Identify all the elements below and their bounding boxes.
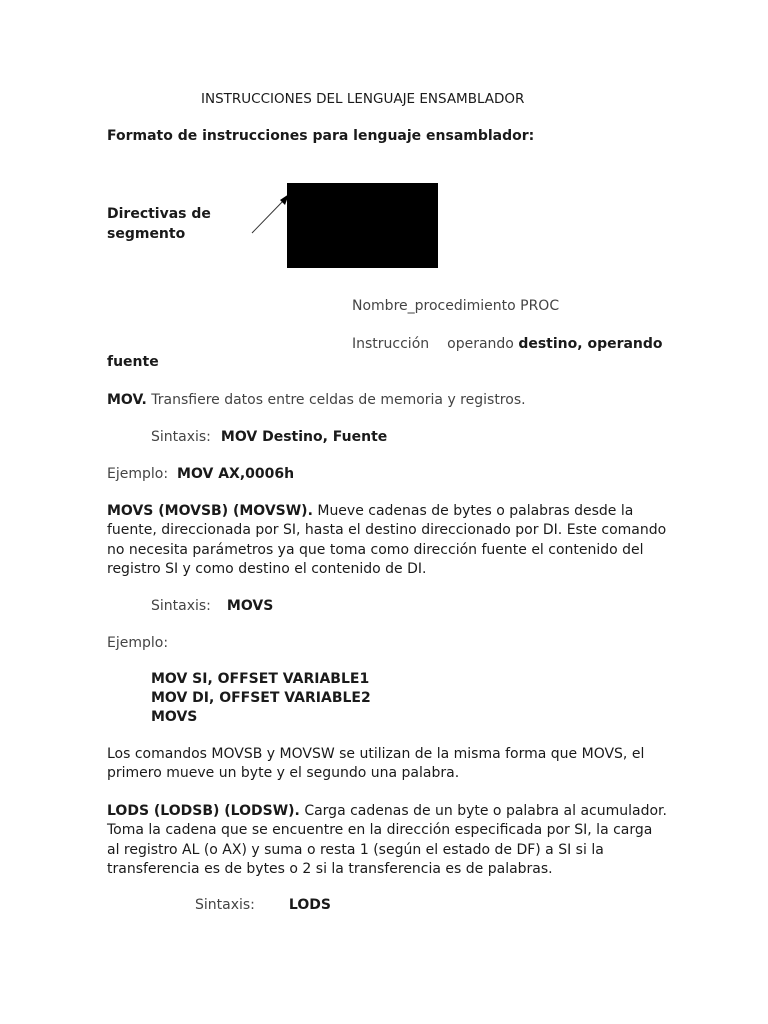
code-line-2: MOV DI, OFFSET VARIABLE2 — [151, 690, 371, 706]
instruction-label: Instrucción — [352, 336, 430, 352]
lods-syntax — [195, 896, 331, 915]
mov-example-label: Ejemplo: — [107, 466, 169, 482]
lods-desc: Carga cadenas de un byte o palabra al acumulador. Toma la cadena que se encuentre en la dirección especificada por SI, la carga al registro AL (o AX) y suma o resta 1 (según el estado de DF) a SI si la transferencia es de bytes o 2 si la transferencia es de palabras. — [107, 803, 667, 877]
mov-example — [107, 465, 294, 484]
instruction-fuente: fuente — [107, 354, 159, 370]
code-line-3: MOVS — [151, 709, 198, 725]
directivas-label-line1: Directivas de — [107, 206, 211, 222]
instruction-bold: destino, operando — [518, 336, 663, 352]
mov-paragraph — [107, 391, 526, 410]
movs-syntax-value: MOVS — [226, 598, 274, 614]
lods-paragraph — [107, 802, 667, 879]
directivas-label-line2: segmento — [107, 226, 186, 242]
code-line-1: MOV SI, OFFSET VARIABLE1 — [151, 671, 370, 687]
redacted-block — [287, 183, 438, 268]
movs-note: Los comandos MOVSB y MOVSW se utilizan de la misma forma que MOVS, el primero mueve un byte y el segundo una palabra. — [107, 746, 645, 782]
mov-term: MOV. — [107, 392, 147, 408]
instruction-line — [352, 335, 663, 354]
movs-example-label: Ejemplo: — [107, 635, 169, 651]
mov-example-value: MOV AX,0006h — [177, 466, 295, 482]
lods-syntax-value: LODS — [288, 897, 331, 913]
lods-term: LODS (LODSB) (LODSW). — [107, 803, 300, 819]
format-heading: Formato de instrucciones para lenguaje ensamblador: — [107, 128, 535, 144]
instruction-operando: operando — [447, 336, 514, 352]
lods-syntax-label: Sintaxis: — [195, 897, 255, 913]
mov-syntax — [151, 428, 387, 447]
proc-line: Nombre_procedimiento PROC — [352, 298, 560, 314]
mov-syntax-label: Sintaxis: — [151, 429, 211, 445]
mov-desc: Transfiere datos entre celdas de memoria y registros. — [151, 392, 526, 408]
movs-desc: Mueve cadenas de bytes o palabras desde la fuente, direccionada por SI, hasta el destino direccionado por DI. Este comando no necesita parámetros ya que toma como dirección fuente el contenido del registro SI y como destino el contenido de DI. — [107, 503, 667, 577]
mov-syntax-value: MOV Destino, Fuente — [220, 429, 388, 445]
movs-syntax-label: Sintaxis: — [151, 598, 211, 614]
movs-term: MOVS (MOVSB) (MOVSW). — [107, 503, 313, 519]
document-title: INSTRUCCIONES DEL LENGUAJE ENSAMBLADOR — [201, 91, 525, 107]
movs-paragraph — [107, 502, 667, 579]
movs-syntax — [151, 597, 273, 616]
